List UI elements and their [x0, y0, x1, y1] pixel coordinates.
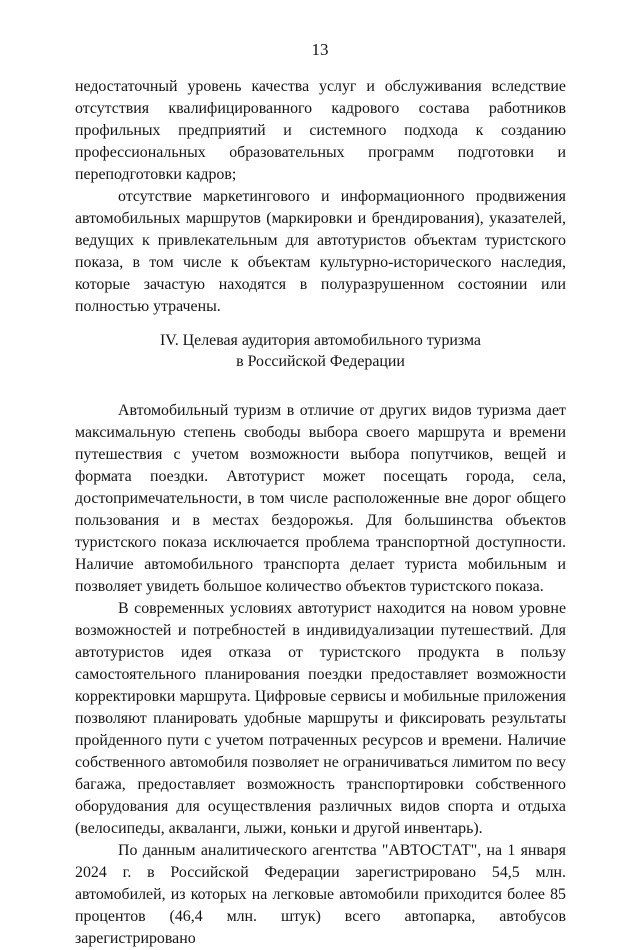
paragraph-marketing: отсутствие маркетингового и информационного продвижения автомобильных маршрутов (маркировки и брендирования), указателей, ведущих к привлекательным для автотуристов объектам туристского показа, в том числе к объектам культурно-исторического наследия, которые зачастую находятся в полуразрушенном состоянии или полностью утрачены. [75, 188, 566, 315]
paragraph-autostat-data: По данным аналитического агентства "АВТОСТАТ", на 1 января 2024 г. в Российской Федерации зарегистрировано 54,5 млн. автомобилей, из которых на легковые автомобили приходится более 85 процентов (46,4 млн. штук) всего автопарка, автобусов зарегистрировано [75, 842, 566, 947]
paragraph-modern-conditions: В современных условиях автотурист находится на новом уровне возможностей и потребностей в индивидуализации путешествий. Для автотуристов идея отказа от туристского продукта в пользу самостоятельного планирования поездки предоставляет возможности корректировки маршрута. Цифровые сервисы и мобильные приложения позволяют планировать удобные маршруты и фиксировать результаты пройденного пути с учетом потраченных ресурсов и времени. Наличие собственного автомобиля позволяет не ограничиваться лимитом по весу багажа, предоставляет возможность транспортировки собственного оборудования для осуществления различных видов спорта и отдыха (велосипеды, акваланги, лыжи, коньки и другой инвентарь). [75, 600, 566, 837]
section-heading-line-2: в Российской Федерации [236, 353, 405, 370]
paragraph-freedom-of-choice: Автомобильный туризм в отличие от других видов туризма дает максимальную степень свободы выбора своего маршрута и времени путешествия с учетом возможности выбора попутчиков, вещей и формата поездки. Автотурист может посещать города, села, достопримечательности, в том числе расположенные вне дорог общего пользования и в местах бездорожья. Для большинства объектов туристского показа исключается проблема транспортной доступности. Наличие автомобильного транспорта делает туриста мобильным и позволяет увидеть большое количество объектов туристского показа. [75, 402, 566, 595]
section-heading-line-1: IV. Целевая аудитория автомобильного туризма [160, 332, 481, 349]
page-number: 13 [311, 40, 329, 59]
document-body [75, 76, 566, 950]
paragraph-staff-quality: недостаточный уровень качества услуг и обслуживания вследствие отсутствия квалифицированного кадрового состава работников профильных предприятий и системного подхода к созданию профессиональных образовательных программ подготовки и переподготовки кадров; [75, 78, 566, 183]
section-heading [75, 330, 566, 372]
